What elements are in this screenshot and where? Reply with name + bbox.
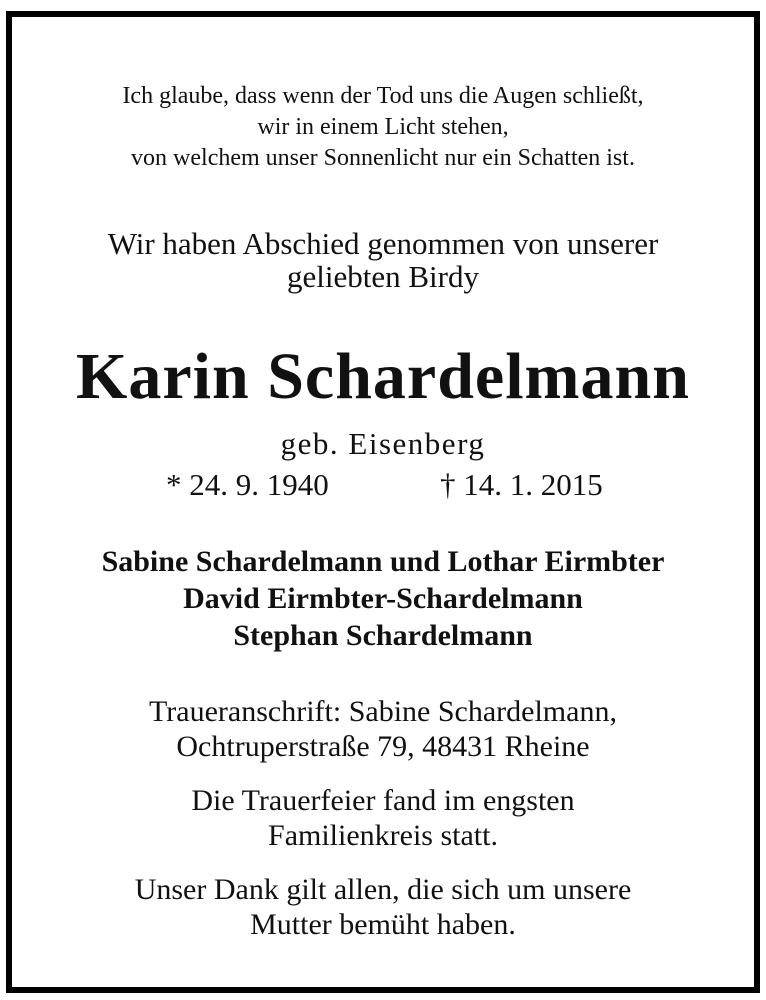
quote-line: Ich glaube, dass wenn der Tod uns die Augen schließt, bbox=[122, 83, 644, 109]
ceremony-note bbox=[12, 783, 754, 853]
death-date: † 14. 1. 2015 bbox=[440, 467, 603, 502]
thanks-line: Unser Dank gilt allen, die sich um unsere bbox=[134, 873, 632, 906]
deceased-name: Karin Schardelmann bbox=[76, 340, 690, 413]
life-dates bbox=[12, 466, 754, 504]
address-line: Ochtruperstraße 79, 48431 Rheine bbox=[176, 730, 590, 763]
quote-line: von welchem unser Sonnenlicht nur ein Schatten ist. bbox=[131, 145, 635, 171]
thanks-line: Mutter bemüht haben. bbox=[250, 908, 516, 941]
mourner-name: Sabine Schardelmann und Lothar Eirmbter bbox=[101, 545, 665, 578]
farewell-intro bbox=[12, 227, 754, 293]
intro-line: geliebten Birdy bbox=[287, 259, 479, 294]
obituary-notice bbox=[6, 11, 760, 993]
mourners bbox=[12, 543, 754, 654]
mourner-name: Stephan Schardelmann bbox=[233, 619, 533, 652]
mourner-name: David Eirmbter-Schardelmann bbox=[183, 582, 583, 615]
ceremony-line: Die Trauerfeier fand im engsten bbox=[191, 784, 575, 817]
quote bbox=[12, 81, 754, 174]
ceremony-line: Familienkreis statt. bbox=[268, 819, 498, 852]
mourning-address bbox=[12, 694, 754, 764]
address-line: Traueranschrift: Sabine Schardelmann, bbox=[149, 695, 617, 728]
birth-date: * 24. 9. 1940 bbox=[166, 467, 329, 502]
quote-line: wir in einem Licht stehen, bbox=[257, 114, 509, 140]
thanks-note bbox=[12, 872, 754, 942]
maiden-name: geb. Eisenberg bbox=[280, 426, 486, 461]
intro-line: Wir haben Abschied genommen von unserer bbox=[107, 226, 659, 261]
